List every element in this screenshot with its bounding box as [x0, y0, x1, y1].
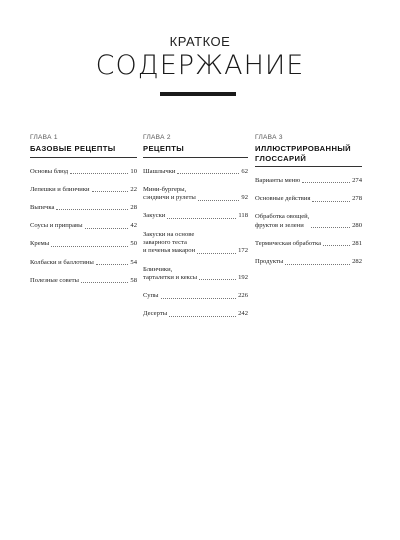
dot-leader: [311, 227, 350, 228]
toc-entry-page: 274: [352, 177, 362, 184]
chapter-3-column: [255, 134, 362, 276]
toc-entry-page: 10: [130, 167, 137, 175]
page-title: СОДЕРЖАНИЕ: [95, 50, 305, 81]
toc-entry-title: Закуски: [143, 212, 166, 220]
dot-leader: [96, 264, 129, 265]
dot-leader: [302, 182, 350, 183]
toc-entry-page: 192: [238, 273, 248, 281]
toc-entry-title: Продукты: [255, 258, 284, 266]
toc-entry: [30, 222, 137, 230]
chapter-entries: [30, 168, 137, 286]
toc-entry-page: 282: [352, 258, 362, 266]
dot-leader: [92, 191, 129, 192]
chapter-label: ГЛАВА 3: [255, 134, 283, 141]
toc-entry-page: 58: [130, 276, 137, 284]
toc-entry: [143, 266, 248, 283]
toc-entry: [30, 168, 137, 176]
toc-entry-title: Колбаски и баллотины: [30, 258, 94, 266]
toc-entry: [143, 310, 248, 318]
toc-entry: [255, 213, 362, 230]
toc-entry-title: Лепешки и блинчики: [30, 185, 90, 193]
toc-entry-title: Варианты меню: [255, 177, 301, 184]
dot-leader: [199, 279, 236, 280]
chapter-entries: [143, 168, 248, 319]
dot-leader: [285, 264, 350, 265]
dot-leader: [312, 201, 350, 202]
toc-entry: [255, 240, 362, 248]
dot-leader: [198, 200, 240, 201]
toc-entry: [255, 258, 362, 266]
toc-entry-title: Супы: [143, 292, 159, 300]
dot-leader: [56, 209, 128, 210]
toc-entry: [255, 177, 362, 185]
toc-entry-page: 280: [352, 221, 362, 229]
dot-leader: [161, 298, 237, 299]
toc-entry-page: 278: [352, 195, 362, 203]
toc-entry-page: 172: [238, 247, 248, 255]
toc-entry: [143, 212, 248, 220]
dot-leader: [177, 173, 239, 174]
header-kicker: КРАТКОЕ: [169, 34, 231, 49]
toc-entry-title: Мини-бургеры, сэндвичи и рулеты: [143, 185, 196, 202]
chapter-entries: [255, 177, 362, 267]
toc-entry-title: Десерты: [143, 310, 168, 318]
toc-entry: [30, 259, 137, 267]
toc-entry-title: Блинчики, тарталетки и кексы: [143, 265, 198, 281]
toc-entry: [30, 186, 137, 194]
chapter-label: ГЛАВА 1: [30, 134, 58, 141]
toc-entry-page: 92: [241, 194, 248, 202]
toc-entry: [30, 204, 137, 212]
toc-entry: [30, 277, 137, 285]
toc-entry: [255, 195, 362, 203]
toc-entry-title: Шашлычки: [143, 167, 176, 175]
toc-entry-title: Основы блюд: [30, 167, 69, 175]
toc-entry: [143, 231, 248, 256]
toc-entry-page: 22: [130, 185, 137, 193]
toc-entry-page: 281: [352, 240, 362, 248]
chapter-label: ГЛАВА 2: [143, 134, 171, 141]
toc-entry-title: Основные действия: [255, 195, 311, 203]
toc-entry-title: Кремы: [30, 240, 50, 248]
toc-entry-page: 62: [241, 167, 248, 175]
title-underline: [160, 92, 236, 96]
dot-leader: [167, 218, 236, 219]
dot-leader: [70, 173, 128, 174]
dot-leader: [323, 245, 350, 246]
dot-leader: [85, 228, 129, 229]
chapter-1-column: [30, 134, 137, 295]
dot-leader: [169, 316, 236, 317]
toc-entry-page: 118: [238, 212, 248, 220]
chapter-title: БАЗОВЫЕ РЕЦЕПТЫ: [30, 144, 137, 158]
chapter-title: РЕЦЕПТЫ: [143, 144, 248, 158]
toc-entry-page: 242: [238, 310, 248, 318]
toc-entry-page: 226: [238, 292, 248, 300]
dot-leader: [197, 253, 236, 254]
toc-entry: [143, 292, 248, 300]
chapter-2-column: [143, 134, 248, 329]
toc-entry-title: Выпечка: [30, 203, 55, 211]
toc-entry-page: 54: [130, 258, 137, 266]
toc-entry: [30, 240, 137, 248]
toc-entry: [143, 186, 248, 203]
toc-entry-title: Термическая обработка: [255, 240, 321, 248]
dot-leader: [51, 246, 128, 247]
chapter-title: ИЛЛЮСТРИРОВАННЫЙ ГЛОССАРИЙ: [255, 144, 362, 167]
toc-entry-page: 42: [130, 222, 137, 230]
dot-leader: [81, 282, 128, 283]
toc-entry-title: Закуски на основе заварного теста и печенья макарон: [143, 230, 196, 255]
toc-entry: [143, 168, 248, 176]
toc-entry-title: Обработка овощей, фруктов и зелени: [255, 213, 310, 229]
toc-entry-page: 50: [130, 240, 137, 248]
toc-entry-title: Полезные советы: [30, 276, 79, 284]
toc-entry-page: 28: [130, 203, 137, 211]
toc-entry-title: Соусы и приправы: [30, 222, 83, 230]
